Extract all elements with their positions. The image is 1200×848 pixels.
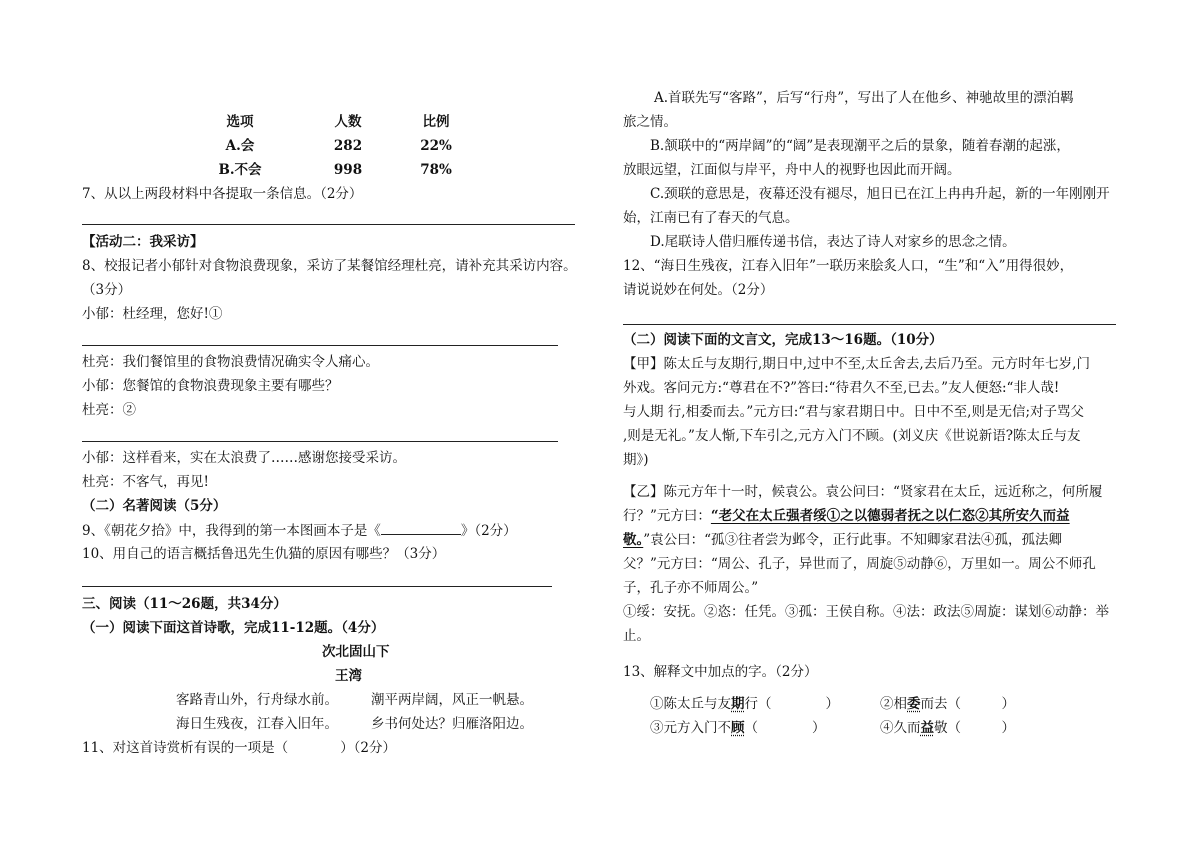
item-text: ③元方入门不 [650, 720, 731, 736]
option-b-cont: 放眼远望，江面似与岸平，舟中人的视野也因此而开阔。 [623, 162, 961, 178]
passage-jia-line: 【甲】陈太丘与友期行,期日中,过中不至,太丘舍去,去后乃至。元方时年七岁,门 [623, 356, 1090, 372]
poem-line: 乡书何处达？归雁洛阳边。 [371, 716, 533, 732]
dotted-char: 顾 [731, 720, 745, 736]
passage-jia-line: 与人期 行,相委而去。”元方曰:“君与家君期日中。日中不至,则是无信;对子骂父 [623, 404, 1085, 420]
dialogue-line: 小郁：杜经理，您好!① [82, 306, 223, 322]
dotted-char: 益 [920, 720, 934, 736]
dotted-char: 委 [907, 696, 921, 712]
dialogue-line: 杜亮：不客气，再见! [82, 474, 209, 490]
passage-yi-line: 子，孔子亦不师周公。” [623, 580, 759, 596]
table-cell: 78% [420, 162, 452, 178]
answer-line [623, 324, 1116, 325]
dialogue-line: 杜亮：② [82, 402, 136, 418]
poem-line: 海日生残夜，江春入旧年。 [176, 716, 338, 732]
table-cell: 22% [420, 138, 452, 154]
section-heading: 三、阅读（11～26题，共34分） [82, 596, 287, 612]
option-c: C.颈联的意思是，夜幕还没有褪尽，旭日已在江上冉冉升起，新的一年刚刚开 [650, 186, 1110, 202]
dialogue-line: 小郁：这样看来，实在太浪费了……感谢您接受采访。 [82, 450, 406, 466]
option-a: A.首联先写“客路”，后写“行舟”，写出了人在他乡、神驰故里的漂泊羁 [654, 90, 1074, 106]
passage-text: 行？”元方曰： [623, 508, 711, 524]
question-12-cont: 请说说妙在何处。（2分） [623, 282, 774, 298]
option-d: D.尾联诗人借归雁传递书信，表达了诗人对家乡的思念之情。 [650, 234, 1016, 250]
passage-yi-line [623, 530, 1062, 550]
answer-line [82, 224, 575, 225]
table-header-ratio: 比例 [422, 114, 450, 130]
passage-jia-line: 外戏。客问元方:“尊君在不?”答曰:“待君久不至,已去。”友人便怒:“非人哉! [623, 380, 1060, 396]
passage-yi-line: 【乙】陈元方年十一时，候袁公。袁公问曰：“贤家君在太丘，远近称之，何所履 [623, 484, 1103, 500]
poem-line: 客路青山外，行舟绿水前。 [176, 692, 338, 708]
underlined-sentence: “老父在太丘强者绥①之以德弱者抚之以仁恣②其所安久而益 [710, 508, 1070, 524]
item-blank: 敬（ ） [934, 720, 1015, 736]
item-1 [650, 694, 839, 714]
passage-yi-line [623, 506, 1070, 526]
answer-line [82, 345, 558, 346]
answer-line [82, 586, 552, 587]
option-c-cont: 始，江南已有了春天的气息。 [623, 210, 799, 226]
item-blank: 而去（ ） [920, 696, 1015, 712]
item-2 [880, 694, 1015, 714]
option-a-cont: 旅之情。 [623, 114, 677, 130]
subsection-heading: （一）阅读下面这首诗歌，完成11-12题。（4分） [82, 620, 385, 636]
item-text: ①陈太丘与友 [650, 696, 731, 712]
table-header-option: 选项 [226, 114, 254, 130]
question-8-score: （3分） [82, 282, 132, 298]
poem-author: 王湾 [335, 668, 362, 684]
table-cell: 998 [333, 162, 363, 178]
question-11 [82, 738, 396, 758]
item-blank: （ ） [744, 720, 826, 736]
option-b: B.颔联中的“两岸阔”的“阔”是表现潮平之后的景象，随着春潮的起涨， [650, 138, 1070, 154]
question-8: 8、校报记者小郁针对食物浪费现象，采访了某餐馆经理杜亮，请补充其采访内容。 [82, 258, 577, 274]
question-9-score: 》（2分） [460, 523, 517, 539]
activity-2-heading: 【活动二：我采访】 [82, 234, 204, 250]
item-text: ④久而 [880, 720, 921, 736]
item-blank: 行（ ） [744, 696, 839, 712]
passage-jia-line: ,则是无礼。”友人惭,下车引之,元方入门不顾。(刘义庆《世说新语?陈太丘与友 [623, 428, 1081, 444]
section-heading: （二）名著阅读（5分） [82, 498, 227, 514]
question-11-text: 11、对这首诗赏析有误的一项是（ [82, 740, 289, 756]
question-11-score: ）（2分） [340, 740, 397, 756]
question-10: 10、用自己的语言概括鲁迅先生仇猫的原因有哪些？（3分） [82, 546, 446, 562]
item-4 [880, 718, 1015, 738]
underlined-sentence: 敬。 [623, 532, 644, 548]
question-13: 13、解释文中加点的字。（2分） [623, 664, 818, 680]
passage-jia-line: 期》) [623, 452, 649, 468]
section-heading: （二）阅读下面的文言文，完成13～16题。（10分） [623, 332, 943, 348]
answer-blank [381, 520, 461, 535]
annotation-line: ①绥：安抚。②恣：任凭。③孤：王侯自称。④法：政法⑤周旋：谋划⑥动静：举 [623, 604, 1109, 620]
table-header-count: 人数 [334, 114, 362, 130]
table-cell: B.不会 [218, 162, 262, 178]
poem-line: 潮平两岸阔，风正一帆悬。 [371, 692, 533, 708]
question-12: 12、“海日生残夜，江春入旧年”一联历来脍炙人口，“生”和“入”用得很妙， [623, 258, 1074, 274]
dotted-char: 期 [731, 696, 745, 712]
item-3 [650, 718, 826, 738]
item-text: ②相 [880, 696, 907, 712]
dialogue-line: 杜亮：我们餐馆里的食物浪费情况确实令人痛心。 [82, 354, 379, 370]
question-9 [82, 520, 517, 541]
annotation-line: 止。 [623, 628, 650, 644]
question-9-text: 9、《朝花夕拾》中，我得到的第一本图画本子是《 [82, 523, 381, 539]
passage-text: ”袁公曰：“孤③往者尝为邺令，正行此事。不知卿家君法④孤，孤法卿 [643, 532, 1063, 548]
table-cell: 282 [333, 138, 363, 154]
table-cell: A.会 [225, 138, 255, 154]
passage-yi-line: 父？”元方曰：“周公、孔子，异世而了，周旋⑤动静⑥，万里如一。周公不师孔 [623, 556, 1096, 572]
answer-line [82, 441, 558, 442]
dialogue-line: 小郁：您餐馆的食物浪费现象主要有哪些？ [82, 378, 339, 394]
question-7: 7、从以上两段材料中各提取一条信息。（2分） [82, 186, 363, 202]
poem-title: 次北固山下 [322, 644, 390, 660]
